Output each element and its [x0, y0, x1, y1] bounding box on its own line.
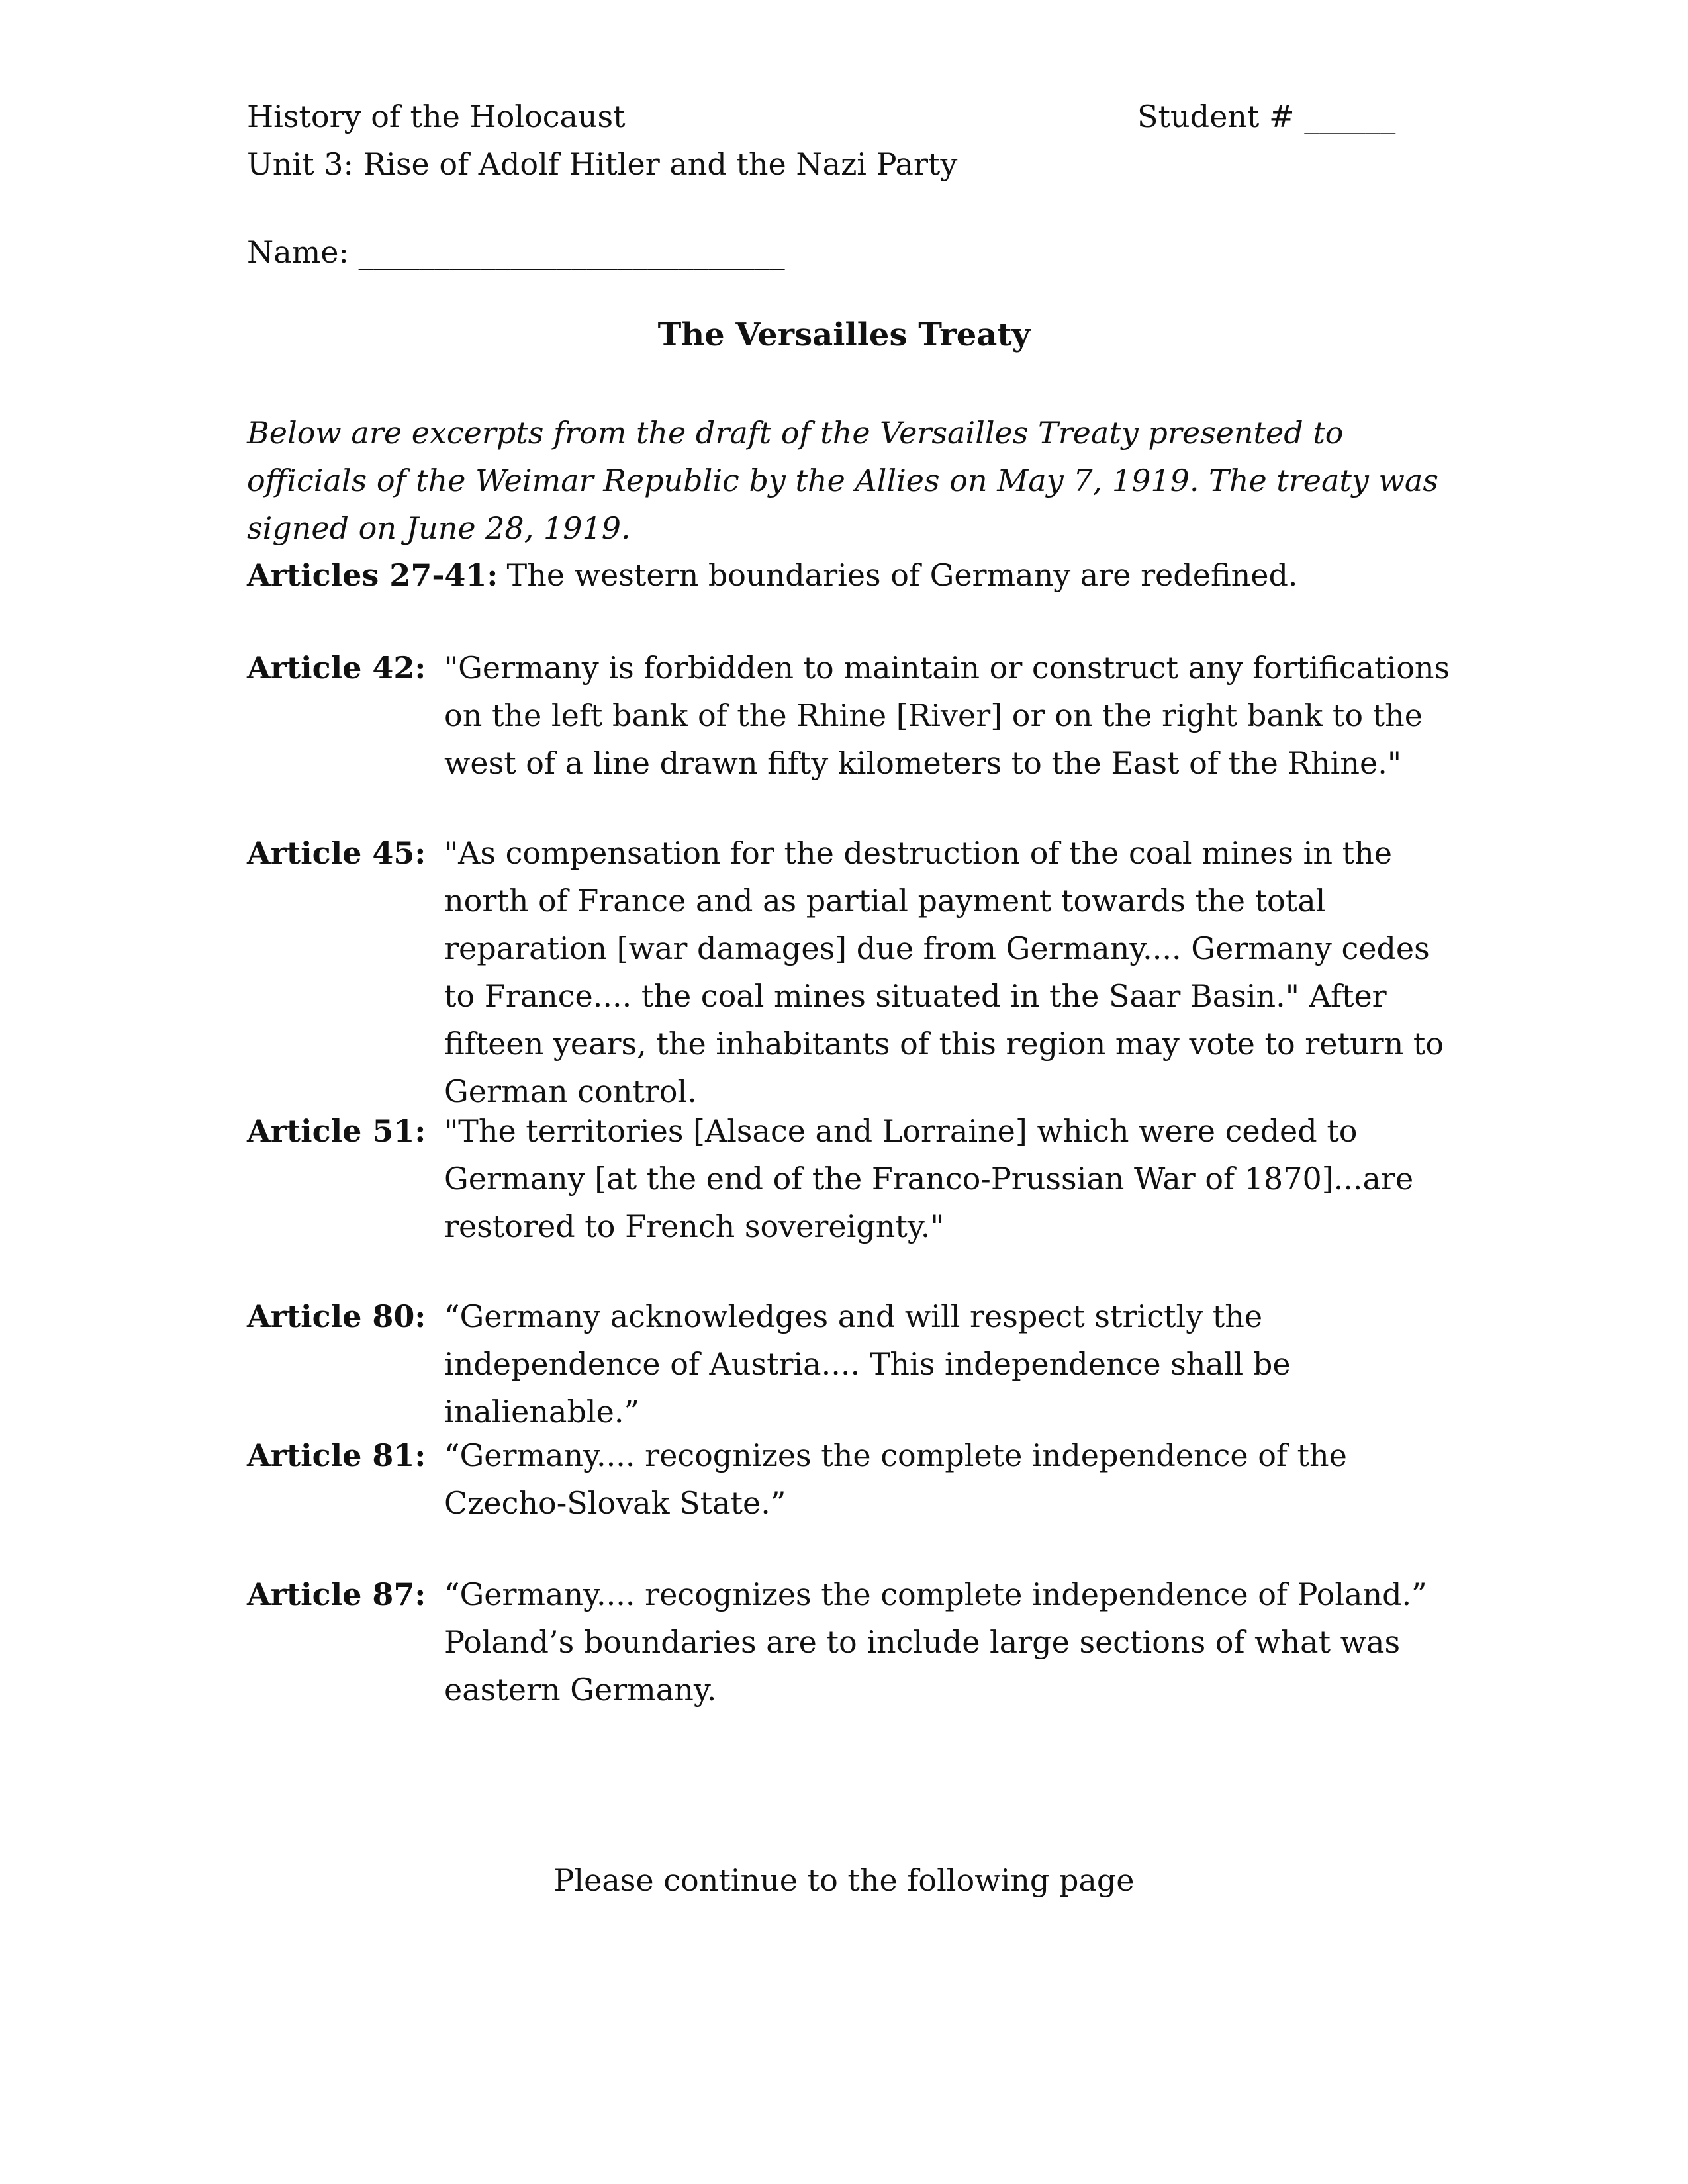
student-number-field: Student # ______ [1137, 99, 1396, 134]
article-label: Article 45: [247, 835, 426, 871]
article-label: Articles 27-41: [247, 557, 498, 593]
article-text: “Germany.... recognizes the complete independence of the Czecho-Slovak State.” [444, 1437, 1347, 1521]
intro-paragraph: Below are excerpts from the draft of the Versailles Treaty presented to officials of the Weimar Republic by the Allies on May 7, 1919. The treaty was signed on June 28, 1919. [247, 415, 1438, 546]
article-label: Article 51: [247, 1113, 426, 1149]
article-text: “Germany acknowledges and will respect strictly the independence of Austria.... This independence shall be inalienable.” [444, 1298, 1291, 1430]
article-text: “Germany.... recognizes the complete independence of Poland.” Poland’s boundaries are to include large sections of what was eastern Germany. [444, 1576, 1427, 1707]
article-label: Article 81: [247, 1437, 426, 1473]
article-label: Article 80: [247, 1298, 426, 1334]
unit-title: Unit 3: Rise of Adolf Hitler and the Nazi Party [247, 146, 958, 182]
article-text: "As compensation for the destruction of the coal mines in the north of France and as partial payment towards the total reparation [war damages] due from Germany.... Germany cedes to France.... the coal mines situated in the Saar Basin." After fifteen years, the inhabitants of this region may vote to return to German control. [444, 835, 1444, 1109]
article-text: "Germany is forbidden to maintain or construct any fortifications on the left bank of the Rhine [River] or on the right bank to the west of a line drawn fifty kilometers to the East of the Rhine." [444, 650, 1450, 781]
article-label: Article 42: [247, 650, 426, 686]
article-text: The western boundaries of Germany are redefined. [506, 557, 1298, 593]
article-row [247, 551, 1438, 599]
article-text: "The territories [Alsace and Lorraine] which were ceded to Germany [at the end of the Franco-Prussian War of 1870]...are restored to French sovereignty." [444, 1113, 1414, 1244]
continue-note: Please continue to the following page [553, 1862, 1135, 1898]
page-title: The Versailles Treaty [657, 316, 1031, 353]
course-title: History of the Holocaust [247, 99, 626, 134]
name-field: Name: ____________________________ [247, 234, 785, 270]
article-label: Article 87: [247, 1576, 426, 1612]
